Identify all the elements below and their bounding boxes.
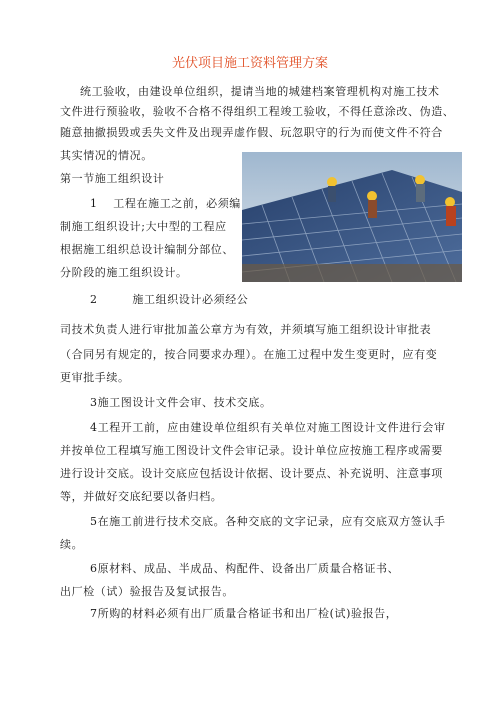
- body-line: 续。: [60, 538, 84, 551]
- body-line: 更审批手续。: [60, 371, 130, 384]
- body-line: 等，并做好交底纪要以备归档。: [60, 490, 223, 503]
- section-heading: 第一节施工组织设计: [60, 172, 165, 185]
- body-line: 根据施工组织总设计编制分部位、: [60, 243, 234, 256]
- solar-panel-installation-photo: [242, 152, 462, 282]
- body-line: 3施工图设计文件会审、技术交底。: [90, 396, 272, 409]
- body-line: 2 施工组织设计必须经公: [90, 293, 249, 306]
- body-line: 4工程开工前，应由建设单位组织有关单位对施工图设计文件进行会审: [90, 421, 446, 434]
- body-line: 制施工组织设计;大中型的工程应: [60, 220, 227, 233]
- body-line: （合同另有规定的，按合同要求办理）。在施工过程中发生变更时，应有变: [60, 348, 438, 361]
- body-line: 随意抽撤损毁或丢失文件及出现弄虚作假、玩忽职守的行为而使文件不符合: [60, 126, 443, 139]
- body-line: 6原材料、成品、半成品、构配件、设备出厂质量合格证书、: [90, 562, 400, 575]
- body-line: 并按单位工程填写施工图设计文件会审记录。设计单位应按施工程序或需要: [60, 444, 443, 457]
- body-line: 进行设计交底。设计交底应包括设计依据、设计要点、补充说明、注意事项: [60, 467, 443, 480]
- body-line: 司技术负责人进行审批加盖公章方为有效，并须填写施工组织设计审批表: [60, 323, 432, 336]
- body-line: 5在施工前进行技术交底。各种交底的文字记录，应有交底双方签认手: [90, 515, 446, 528]
- body-line: 文件进行预验收，验收不合格不得组织工程竣工验收，不得任意涂改、伪造、: [60, 105, 455, 118]
- body-line: 分阶段的施工组织设计。: [60, 266, 188, 279]
- page-title: 光伏项目施工资料管理方案: [171, 56, 328, 71]
- body-line: 出厂检（试）验报告及复试报告。: [60, 585, 234, 598]
- body-line: 7所购的材料必须有出厂质量合格证书和出厂检(试)验报告，: [90, 607, 398, 620]
- body-line: 统工验收，由建设单位组织，提请当地的城建档案管理机构对施工技术: [80, 85, 440, 98]
- body-line: 其实情况的情况。: [60, 149, 153, 162]
- body-line: 1 工程在施工之前，必须编: [90, 197, 241, 210]
